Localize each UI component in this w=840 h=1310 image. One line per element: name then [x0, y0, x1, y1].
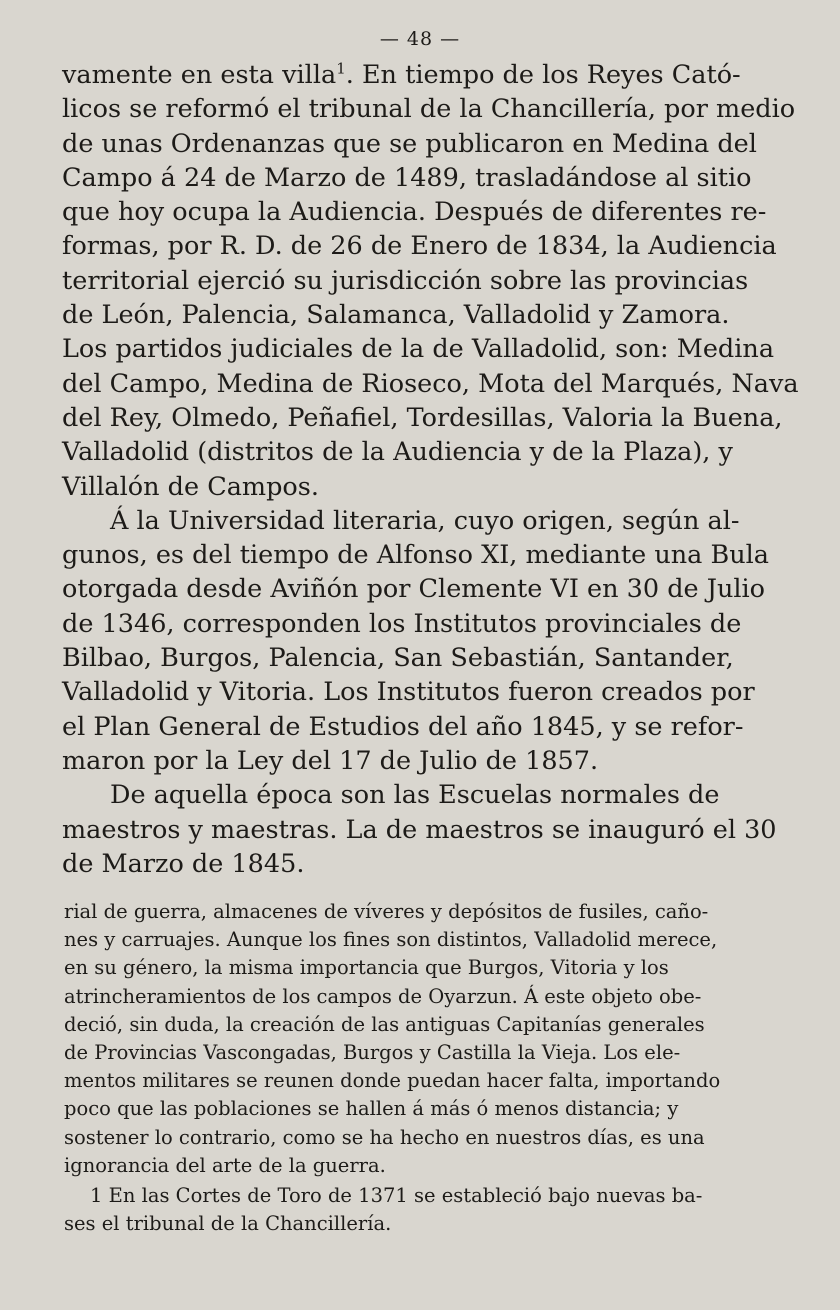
text-line: territorial ejerció su jurisdicción sobre las provincias	[62, 265, 749, 296]
note-line: de Provincias Vascongadas, Burgos y Castilla la Vieja. Los ele-	[64, 1041, 681, 1065]
note-line: sostener lo contrario, como se ha hecho en nuestros días, es una	[64, 1125, 705, 1149]
text-line: de 1346, corresponden los Institutos provinciales de	[62, 608, 742, 639]
text-line: que hoy ocupa la Audiencia. Después de diferentes re-	[62, 197, 767, 228]
note-line: mentos militares se reunen donde puedan hacer falta, importando	[64, 1069, 721, 1093]
text-line	[62, 58, 786, 92]
text-line: de Marzo de 1845.	[62, 848, 305, 879]
text-line: Valladolid (distritos de la Audiencia y de la Plaza), y	[62, 437, 733, 468]
text-line: Valladolid y Vitoria. Los Institutos fueron creados por	[62, 677, 755, 708]
note-line: atrincheramientos de los campos de Oyarzun. Á este objeto obe-	[64, 984, 702, 1008]
page-number: — 48 —	[379, 28, 461, 50]
text-line: del Rey, Olmedo, Peñafiel, Tordesillas, Valoria la Buena,	[62, 402, 783, 433]
text-line: licos se reformó el tribunal de la Chancillería, por medio	[62, 94, 796, 125]
note-line: nes y carruajes. Aunque los fines son distintos, Valladolid merece,	[64, 928, 718, 952]
text-line: Bilbao, Burgos, Palencia, San Sebastián, Santander,	[62, 643, 734, 674]
text-fragment: vamente en esta villa	[62, 60, 337, 90]
text-line: otorgada desde Aviñón por Clemente VI en 30 de Julio	[62, 574, 766, 605]
text-fragment: . En tiempo de los Reyes Cató-	[345, 60, 741, 90]
text-line: del Campo, Medina de Rioseco, Mota del Marqués, Nava	[62, 368, 799, 399]
text-line: Campo á 24 de Marzo de 1489, trasladándose al sitio	[62, 162, 752, 193]
text-line: Á la Universidad literaria, cuyo origen, según al-	[110, 505, 740, 536]
footnote-line: 1 En las Cortes de Toro de 1371 se estableció bajo nuevas ba-	[90, 1184, 703, 1208]
text-line: Los partidos judiciales de la de Valladolid, son: Medina	[62, 334, 775, 365]
note-line: en su género, la misma importancia que Burgos, Vitoria y los	[64, 956, 669, 980]
text-line: maestros y maestras. La de maestros se inauguró el 30	[62, 814, 777, 845]
footnote-line: ses el tribunal de la Chancillería.	[64, 1212, 392, 1236]
footnote-marker: 1	[336, 59, 346, 78]
text-line: maron por la Ley del 17 de Julio de 1857.	[62, 745, 599, 776]
note-line: ignorancia del arte de la guerra.	[64, 1153, 386, 1177]
main-text	[62, 58, 799, 881]
notes	[64, 898, 786, 1238]
text-line: Villalón de Campos.	[62, 471, 319, 502]
text-line: De aquella época son las Escuelas normales de	[110, 780, 720, 811]
text-line: gunos, es del tiempo de Alfonso XI, mediante una Bula	[62, 540, 770, 571]
note-line: rial de guerra, almacenes de víveres y depósitos de fusiles, caño-	[64, 900, 709, 923]
text-line: formas, por R. D. de 26 de Enero de 1834, la Audiencia	[62, 231, 777, 262]
text-line: el Plan General de Estudios del año 1845, y se refor-	[62, 711, 744, 742]
note-line: poco que las poblaciones se hallen á más ó menos distancia; y	[64, 1097, 679, 1121]
note-line: deció, sin duda, la creación de las antiguas Capitanías generales	[64, 1012, 705, 1036]
text-line: de unas Ordenanzas que se publicaron en Medina del	[62, 128, 757, 159]
text-line: de León, Palencia, Salamanca, Valladolid y Zamora.	[62, 300, 730, 331]
